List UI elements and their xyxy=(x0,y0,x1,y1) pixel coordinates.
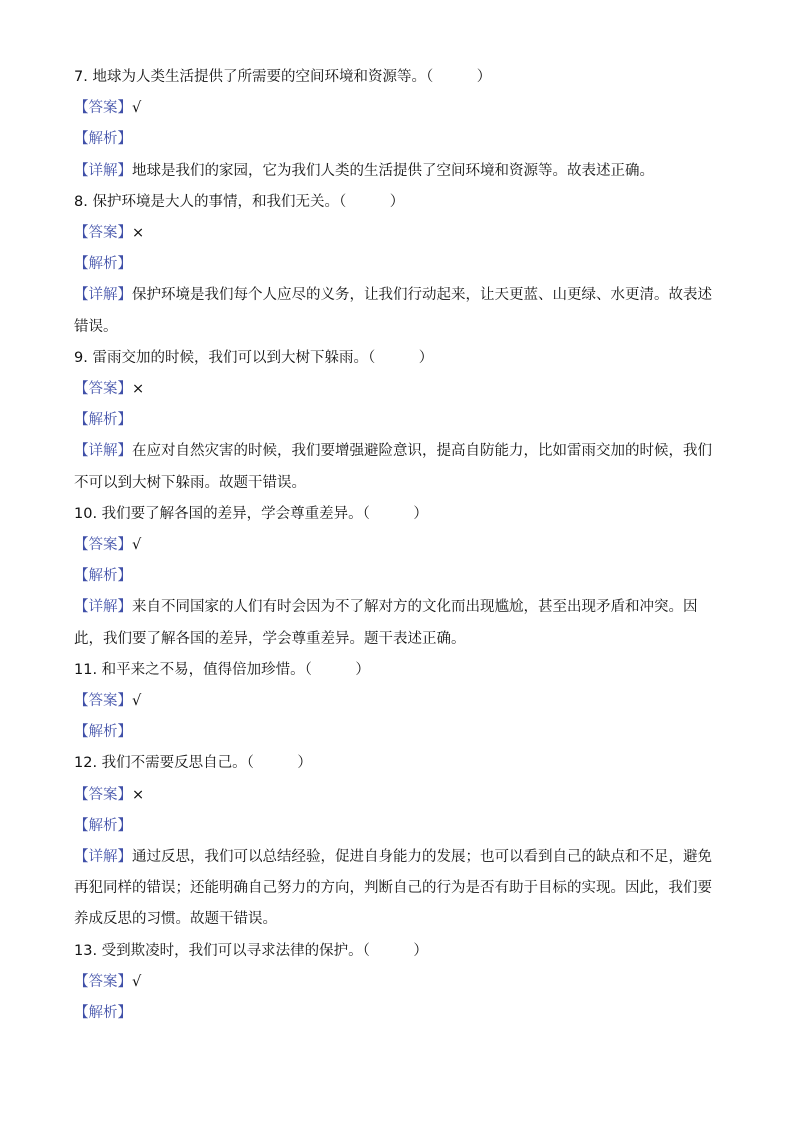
answer-value: × xyxy=(132,381,145,398)
analysis-label: 【解析】 xyxy=(74,131,132,148)
question-item-9 xyxy=(74,343,726,499)
detail-paragraph xyxy=(74,156,726,187)
detail-paragraph xyxy=(74,842,726,936)
answer-line xyxy=(74,530,726,561)
answer-line xyxy=(74,93,726,124)
analysis-line xyxy=(74,998,726,1029)
answer-line xyxy=(74,967,726,998)
analysis-label: 【解析】 xyxy=(74,412,132,429)
detail-label: 【详解】 xyxy=(74,287,132,304)
answer-line xyxy=(74,374,726,405)
analysis-label: 【解析】 xyxy=(74,256,132,273)
answer-label: 【答案】 xyxy=(74,381,132,398)
detail-text: 地球是我们的家园，它为我们人类的生活提供了空间环境和资源等。故表述正确。 xyxy=(132,162,654,179)
detail-text: 保护环境是我们每个人应尽的义务，让我们行动起来，让天更蓝、山更绿、水更清。故表述错误。 xyxy=(74,287,712,335)
answer-label: 【答案】 xyxy=(74,225,132,242)
analysis-line xyxy=(74,405,726,436)
answer-label: 【答案】 xyxy=(74,100,132,117)
detail-label: 【详解】 xyxy=(74,443,132,460)
detail-label: 【详解】 xyxy=(74,849,132,866)
detail-label: 【详解】 xyxy=(74,162,132,179)
analysis-line xyxy=(74,124,726,155)
answer-line xyxy=(74,780,726,811)
question-text: 8. 保护环境是大人的事情，和我们无关。（ ） xyxy=(74,193,405,210)
detail-paragraph xyxy=(74,592,726,654)
question-item-10 xyxy=(74,499,726,655)
detail-text: 通过反思，我们可以总结经验，促进自身能力的发展；也可以看到自己的缺点和不足，避免再犯同样的错误；还能明确自己努力的方向，判断自己的行为是否有助于目标的实现。因此，我们要养成反思的习惯。故题干错误。 xyxy=(74,849,712,928)
analysis-line xyxy=(74,717,726,748)
detail-text: 在应对自然灾害的时候，我们要增强避险意识，提高自防能力，比如雷雨交加的时候，我们不可以到大树下躲雨。故题干错误。 xyxy=(74,443,712,491)
detail-label: 【详解】 xyxy=(74,599,132,616)
answer-line xyxy=(74,218,726,249)
answer-label: 【答案】 xyxy=(74,786,132,803)
answer-value: √ xyxy=(132,973,142,990)
question-item-8 xyxy=(74,187,726,343)
question-list xyxy=(74,62,726,1029)
analysis-line xyxy=(74,561,726,592)
answer-value: √ xyxy=(132,693,142,710)
answer-label: 【答案】 xyxy=(74,693,132,710)
answer-line xyxy=(74,686,726,717)
question-item-11 xyxy=(74,655,726,749)
question-text: 9. 雷雨交加的时候，我们可以到大树下躲雨。（ ） xyxy=(74,349,434,366)
question-text: 12. 我们不需要反思自己。（ ） xyxy=(74,755,312,772)
question-item-7 xyxy=(74,62,726,187)
analysis-label: 【解析】 xyxy=(74,1005,132,1022)
question-item-12 xyxy=(74,748,726,935)
answer-value: × xyxy=(132,225,145,242)
answer-label: 【答案】 xyxy=(74,973,132,990)
analysis-label: 【解析】 xyxy=(74,817,132,834)
answer-value: × xyxy=(132,786,145,803)
detail-text: 来自不同国家的人们有时会因为不了解对方的文化而出现尴尬，甚至出现矛盾和冲突。因此，我们要了解各国的差异，学会尊重差异。题干表述正确。 xyxy=(74,599,698,647)
analysis-line xyxy=(74,249,726,280)
detail-paragraph xyxy=(74,436,726,498)
analysis-label: 【解析】 xyxy=(74,568,132,585)
question-text: 7. 地球为人类生活提供了所需要的空间环境和资源等。（ ） xyxy=(74,69,492,85)
answer-label: 【答案】 xyxy=(74,537,132,554)
analysis-line xyxy=(74,811,726,842)
question-text: 13. 受到欺凌时，我们可以寻求法律的保护。（ ） xyxy=(74,942,428,959)
analysis-label: 【解析】 xyxy=(74,724,132,741)
question-text: 10. 我们要了解各国的差异，学会尊重差异。（ ） xyxy=(74,505,428,522)
question-item-13 xyxy=(74,936,726,1030)
answer-value: √ xyxy=(132,537,142,554)
question-text: 11. 和平来之不易，值得倍加珍惜。（ ） xyxy=(74,661,370,678)
detail-paragraph xyxy=(74,280,726,342)
answer-value: √ xyxy=(132,100,142,117)
